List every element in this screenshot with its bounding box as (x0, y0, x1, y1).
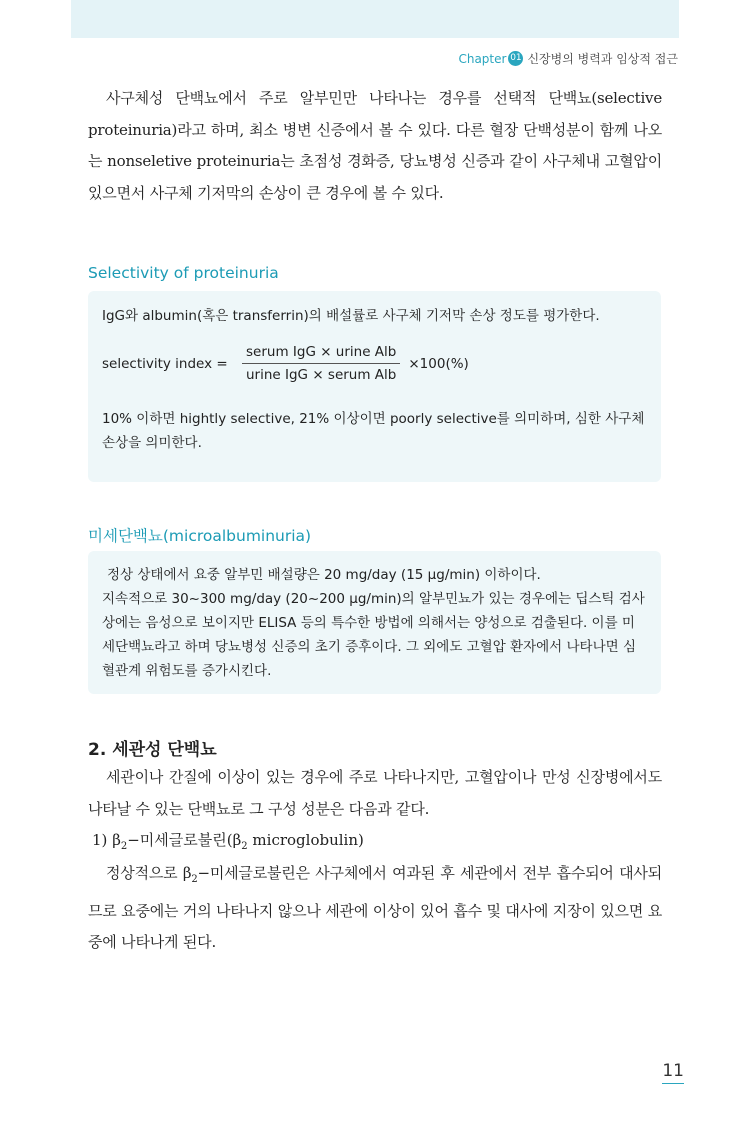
section2-heading: 2. 세관성 단백뇨 (88, 740, 217, 760)
intro-paragraph-text: 사구체성 단백뇨에서 주로 알부민만 나타나는 경우를 선택적 단백뇨(selective proteinuria)라고 하며, 최소 병변 신증에서 볼 수 있다. 다른 혈장 단백성분이 함께 나오는 nonseletive proteinuria는 초점성 경화증, 당뇨병성 신증과 같이 사구체내 고혈압이 있으면서 사구체 기저막의 손상이 큰 경우에 볼 수 있다. (88, 89, 662, 202)
intro-paragraph (88, 83, 662, 209)
formula-numerator: serum IgG × urine Alb (242, 344, 400, 364)
micro-title: 미세단백뇨(microalbuminuria) (88, 527, 312, 545)
list-item-1: 1) $\beta_2-$미세글로불린($\beta_2$ microglobulin) (92, 831, 364, 852)
formula-label: selectivity index = (102, 355, 228, 372)
selectivity-line1: IgG와 albumin(혹은 transferrin)의 배설률로 사구체 기저막 손상 정도를 평가한다. (102, 308, 600, 324)
section2-paragraph (88, 762, 662, 825)
beta2-paragraph: 정상적으로 $\beta_2-$미세글로불린은 사구체에서 여과된 후 세관에서 전부 흡수되어 대사되므로 요중에는 거의 나타나지 않으나 세관에 이상이 있어 흡수 및 대사에 지장이 있으면 요중에 나타나게 된다. (88, 864, 662, 951)
selectivity-title: Selectivity of proteinuria (88, 264, 279, 282)
selectivity-formula (102, 344, 647, 383)
chapter-word: Chapter (458, 51, 507, 66)
chapter-title: 신장병의 병력과 임상적 접근 (527, 52, 678, 66)
section2-paragraph-text: 세관이나 간질에 이상이 있는 경우에 주로 나타나지만, 고혈압이나 만성 신장병에서도 나타날 수 있는 단백뇨로 그 구성 성분은 다음과 같다. (88, 768, 662, 818)
selectivity-note: 10% 이하면 hightly selective, 21% 이상이면 poorly selective를 의미하며, 심한 사구체 손상을 의미한다. (102, 411, 645, 451)
formula-denominator: urine IgG × serum Alb (246, 367, 397, 383)
micro-text: 지속적으로 30~300 mg/day (20~200 μg/min)의 알부민뇨가 있는 경우에는 딥스틱 검사상에는 음성으로 보이지만 ELISA 등의 특수한 방법에 의해서는 양성으로 검출된다. 이를 미세단백뇨라고 하며 당뇨병성 신증의 초기 증후이다. 그 외에도 고혈압 환자에서 나타나면 심혈관계 위험도를 증가시킨다. (102, 591, 645, 679)
micro-line1: 정상 상태에서 요중 알부민 배설량은 20 mg/day (15 μg/min) 이하이다. (107, 567, 541, 583)
chapter-number-badge: 01 (508, 51, 523, 66)
formula-fraction (242, 344, 400, 383)
page-number: 11 (662, 1061, 684, 1084)
micro-box (88, 551, 661, 694)
formula-multiplier: ×100(%) (408, 355, 469, 372)
selectivity-box (88, 291, 661, 482)
top-band (71, 0, 679, 38)
running-header (458, 50, 678, 67)
